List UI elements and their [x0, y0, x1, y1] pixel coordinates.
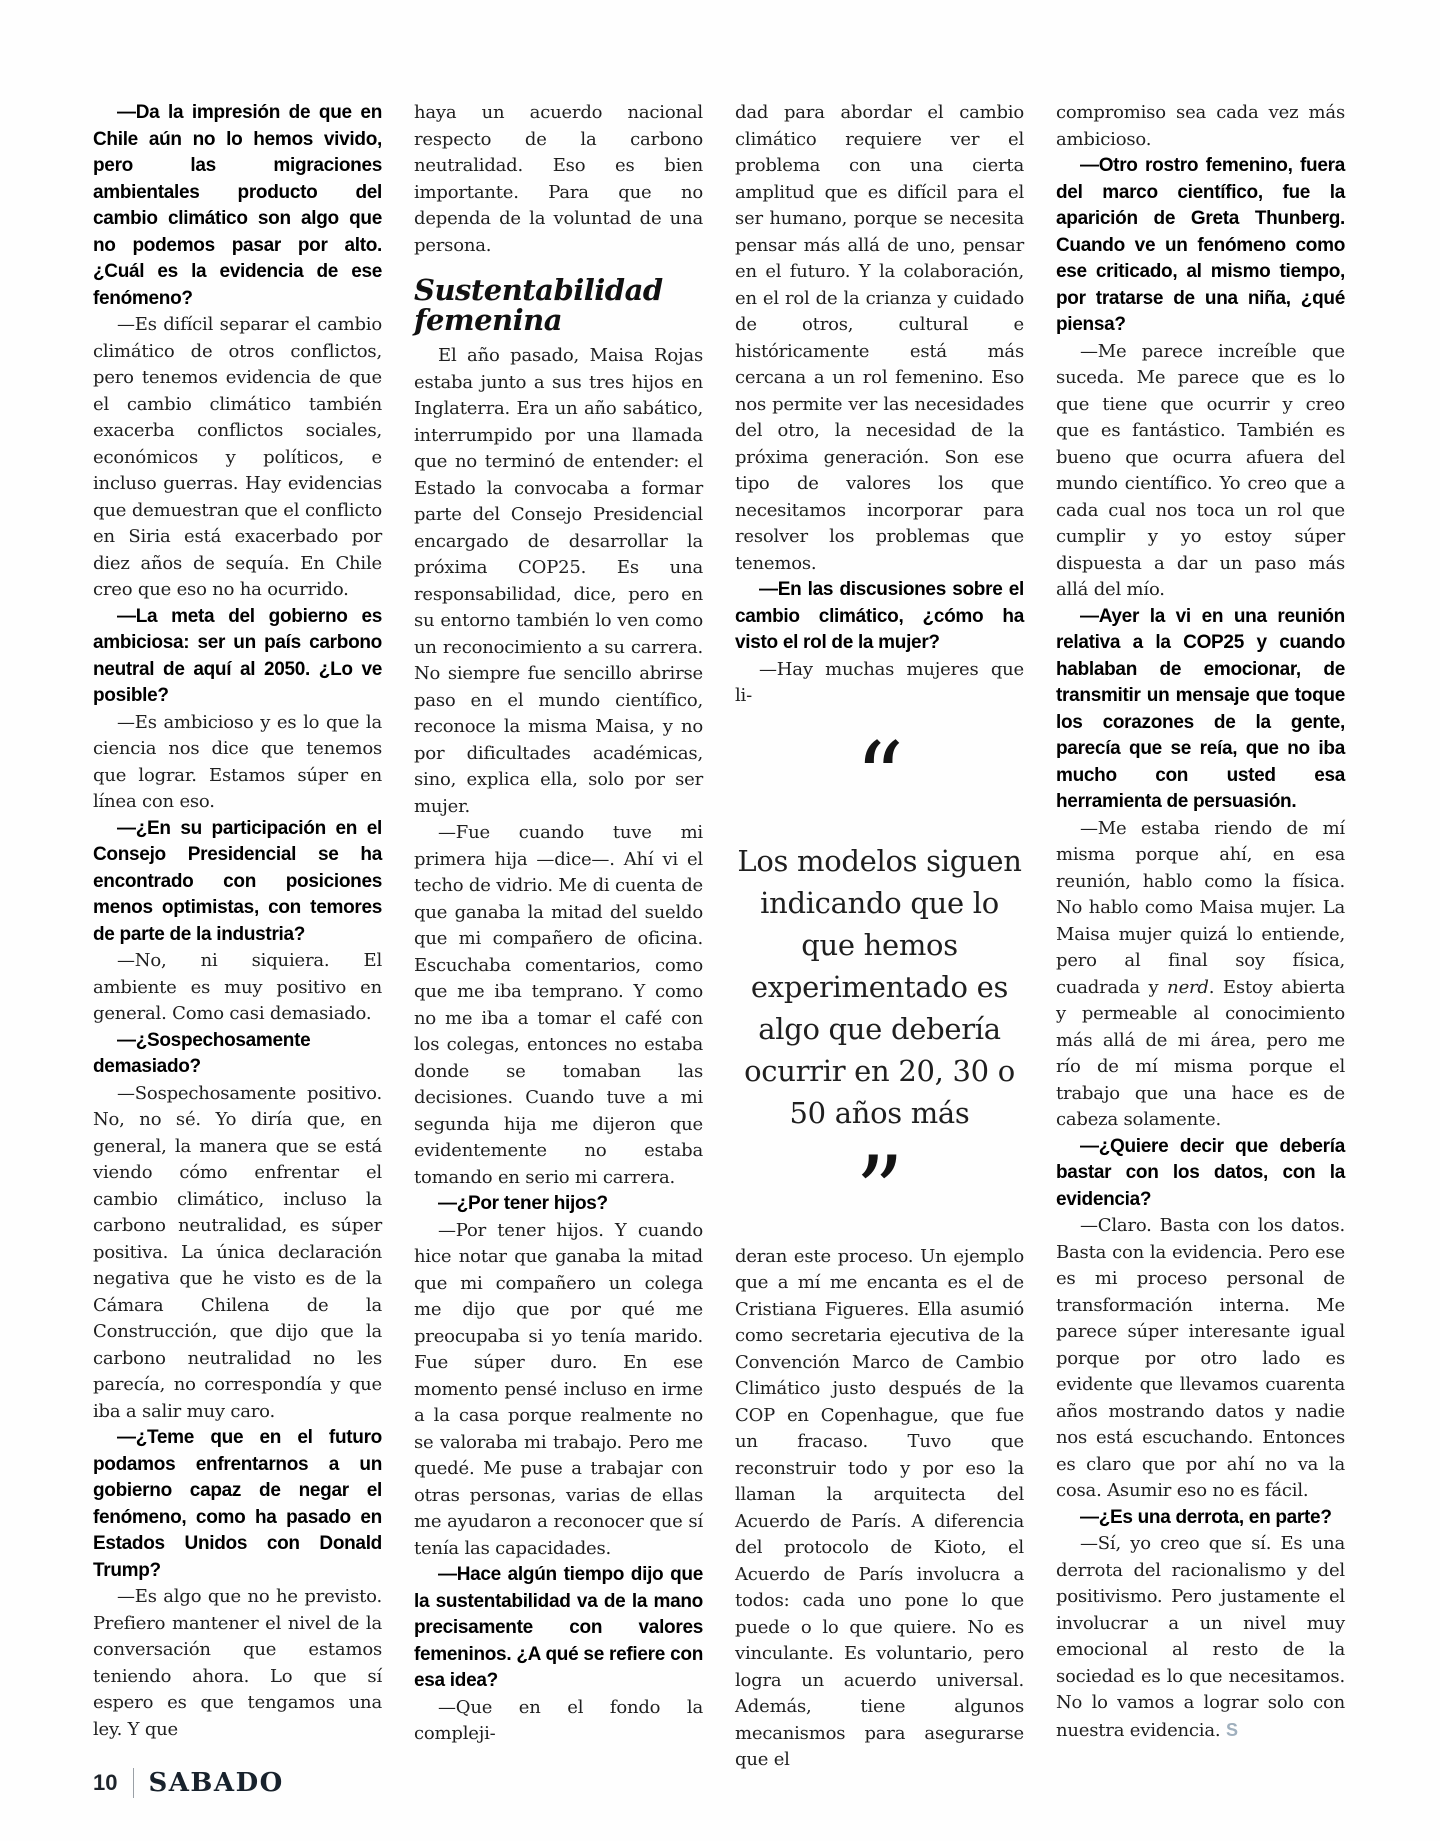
answer-text: —Me estaba riendo de mí misma porque ahí, en esa reunión, hablo como la física. No hablo como Maisa mujer. La Maisa mujer quizá lo entiende, pero al final soy física, cuadrada y: [1056, 817, 1345, 998]
quote-close-icon: ”: [854, 1135, 905, 1248]
answer-text: . Estoy abierta y permeable al conocimiento más allá de mi área, pero me río de mí misma porque el trabajo que una hace es de cabeza solamente.: [1056, 976, 1345, 1130]
interview-question: —Hace algún tiempo dijo que la sustentabilidad va de la mano precisamente con valores femeninos. ¿A qué se refiere con esa idea?: [414, 1564, 703, 1691]
answer-text: —Sí, yo creo que sí. Es una derrota del racionalismo y del positivismo. Pero justamente el involucrar a un nivel muy emocional al resto de la sociedad es lo que necesitamos. No lo vamos a lograr solo con nuestra evidencia.: [1056, 1533, 1345, 1741]
article-columns: [93, 100, 1345, 1774]
interview-answer-continuation: dad para abordar el cambio climático requiere ver el problema con una cierta amplitud que es difícil para el ser humano, porque se necesita pensar más allá de uno, pensar en el futuro. Y la colaboración, en el rol de la crianza y cuidado de otros, cultural e históricamente está más cercana a un rol femenino. Eso nos permite ver las necesidades del otro, la necesidad de la próxima generación. Son ese tipo de valores los que necesitamos incorporar para resolver los problemas que tenemos.: [735, 102, 1024, 574]
interview-answer: [1056, 816, 1345, 1134]
interview-question: —¿Por tener hijos?: [438, 1193, 608, 1214]
interview-question: —La meta del gobierno es ambiciosa: ser un país carbono neutral de aquí al 2050. ¿Lo ve posible?: [93, 605, 382, 706]
narrative-paragraph: El año pasado, Maisa Rojas estaba junto a sus tres hijos en Inglaterra. Era un año sabático, interrumpido por una llamada que no terminó de entender: el Estado la convocaba a formar parte del Consejo Presidencial encargado de desarrollar la próxima COP25. Es una responsabilidad, dice, pero en su entorno también lo ven como un reconocimiento a su carrera. No siempre fue sencillo abrirse paso en el mundo científico, reconoce la misma Maisa, y no por dificultades académicas, sino, explica ella, solo por ser mujer.: [414, 345, 703, 817]
quote-open-icon: “: [854, 721, 905, 834]
interview-answer-continuation: haya un acuerdo nacional respecto de la carbono neutralidad. Eso es bien importante. Para que no dependa de la voluntad de una persona.: [414, 102, 703, 256]
interview-answer-continuation: deran este proceso. Un ejemplo que a mí me encanta es el de Cristiana Figueres. Ella asumió como secretaria ejecutiva de la Convención Marco de Cambio Climático justo después de la COP en Copenhague, que fue un fracaso. Tuvo que reconstruir todo y por eso la llaman la arquitecta del Acuerdo de París. A diferencia del protocolo de Kioto, el Acuerdo de París involucra a todos: cada uno pone lo que puede o lo que quiere. No es vinculante. Es voluntario, pero logra un acuerdo universal. Además, tiene algunos mecanismos para asegurarse que el: [735, 1245, 1024, 1770]
interview-question: —¿Teme que en el futuro podamos enfrentarnos a un gobierno capaz de negar el fenómeno, como ha pasado en Estados Unidos con Donald Trump?: [93, 1427, 382, 1581]
interview-answer: —Por tener hijos. Y cuando hice notar que ganaba la mitad que mi compañero un colega me dijo que por qué me preocupaba si yo tenía marido. Fue súper duro. En ese momento pensé incluso en irme a la casa porque realmente no se valoraba mi trabajo. Pero me quedé. Me puse a trabajar con otras personas, varias de ellas me ayudaron a reconocer que sí tenía las capacidades.: [414, 1219, 703, 1559]
interview-question: —¿Es una derrota, en parte?: [1080, 1506, 1332, 1528]
interview-question: —Otro rostro femenino, fuera del marco científico, fue la aparición de Greta Thunberg. Cuando ve un fenómeno como ese criticado, al mismo tiempo, por tratarse de una niña, ¿qué piensa?: [1056, 155, 1345, 335]
section-heading: Sustentabilidad femenina: [414, 273, 663, 337]
column-1: [93, 100, 382, 1774]
interview-question: —¿Quiere decir que debería bastar con los datos, con la evidencia?: [1056, 1135, 1345, 1210]
interview-question: —¿En su participación en el Consejo Presidencial se ha encontrado con posiciones menos optimistas, con temores de parte de la industria?: [93, 817, 382, 945]
interview-answer: —Hay muchas mujeres que li-: [735, 658, 1024, 706]
interview-answer: —Es ambicioso y es lo que la ciencia nos dice que tenemos que lograr. Estamos súper en línea con eso.: [93, 711, 382, 812]
interview-question: —¿Sospechosamente demasiado?: [93, 1029, 311, 1077]
interview-answer: —Fue cuando tuve mi primera hija —dice—. Ahí vi el techo de vidrio. Me di cuenta de que ganaba la mitad del sueldo que mi compañero de oficina. Escuchaba comentarios, como que me iba temprano. Y como no me iba a tomar el café con los colegas, entonces no estaba donde se tomaban las decisiones. Cuando tuve a mi segunda hija me dijeron que evidentemente no estaba tomando en serio mi carrera.: [414, 822, 703, 1188]
interview-question: —Ayer la vi en una reunión relativa a la COP25 y cuando hablaban de emocionar, de transmitir un mensaje que toque los corazones de la gente, parecía que se reía, que no iba mucho con usted esa herramienta de persuasión.: [1056, 605, 1345, 812]
pull-quote: [735, 721, 1024, 1248]
interview-question: —Da la impresión de que en Chile aún no lo hemos vivido, pero las migraciones ambientales producto del cambio climático son algo que no podemos pasar por alto. ¿Cuál es la evidencia de ese fenómeno?: [93, 102, 382, 309]
interview-answer: —No, ni siquiera. El ambiente es muy positivo en general. Como casi demasiado.: [93, 950, 382, 1024]
interview-answer: —Me parece increíble que suceda. Me parece que es lo que tiene que ocurrir y creo que es fantástico. También es bueno que ocurra afuera del mundo científico. Yo creo que a cada cual nos toca un rol que cumplir y yo estoy súper dispuesta a dar un paso más allá del mío.: [1056, 340, 1345, 600]
column-2: [414, 100, 703, 1774]
interview-question: —En las discusiones sobre el cambio climático, ¿cómo ha visto el rol de la mujer?: [735, 579, 1024, 653]
interview-answer-continuation: compromiso sea cada vez más ambicioso.: [1056, 102, 1345, 150]
magazine-logo: SABADO: [148, 1768, 284, 1798]
pull-quote-text: Los modelos siguen indicando que lo que hemos experimentado es algo que debería ocurrir en 20, 30 o 50 años más: [737, 843, 1022, 1130]
interview-answer: —Es difícil separar el cambio climático de otros conflictos, pero tenemos evidencia de que el cambio climático también exacerba conflictos sociales, económicos y políticos, e incluso guerras. Hay evidencias que demuestran que el conflicto en Siria está exacerbado por diez años de sequía. En Chile creo que eso no ha ocurrido.: [93, 314, 382, 600]
interview-answer: [1056, 1531, 1345, 1744]
interview-answer: —Que en el fondo la compleji-: [414, 1696, 703, 1744]
page-number: 10: [93, 1770, 118, 1795]
column-3: [735, 100, 1024, 1774]
footer-divider: [133, 1768, 134, 1798]
italic-word: nerd: [1167, 976, 1209, 998]
column-4: [1056, 100, 1345, 1774]
interview-answer: —Claro. Basta con los datos. Basta con la evidencia. Pero ese es mi proceso personal de transformación interna. Me parece súper interesante igual porque por otro lado es evidente que llevamos cuarenta años mostrando datos y nadie nos está escuchando. Entonces es claro que por ahí no va la cosa. Asumir eso no es fácil.: [1056, 1215, 1345, 1501]
article-end-mark: S: [1225, 1719, 1238, 1740]
interview-answer: —Sospechosamente positivo. No, no sé. Yo diría que, en general, la manera que se está viendo cómo enfrentar el cambio climático, incluso la carbono neutralidad, es súper positiva. La única declaración negativa que he visto es de la Cámara Chilena de la Construcción, que dijo que la carbono neutralidad no les parecía, no correspondía y que iba a salir muy caro.: [93, 1082, 382, 1422]
page-footer: [93, 1768, 284, 1798]
interview-answer: —Es algo que no he previsto. Prefiero mantener el nivel de la conversación que estamos teniendo ahora. Lo que sí espero es que tengamos una ley. Y que: [93, 1586, 382, 1740]
